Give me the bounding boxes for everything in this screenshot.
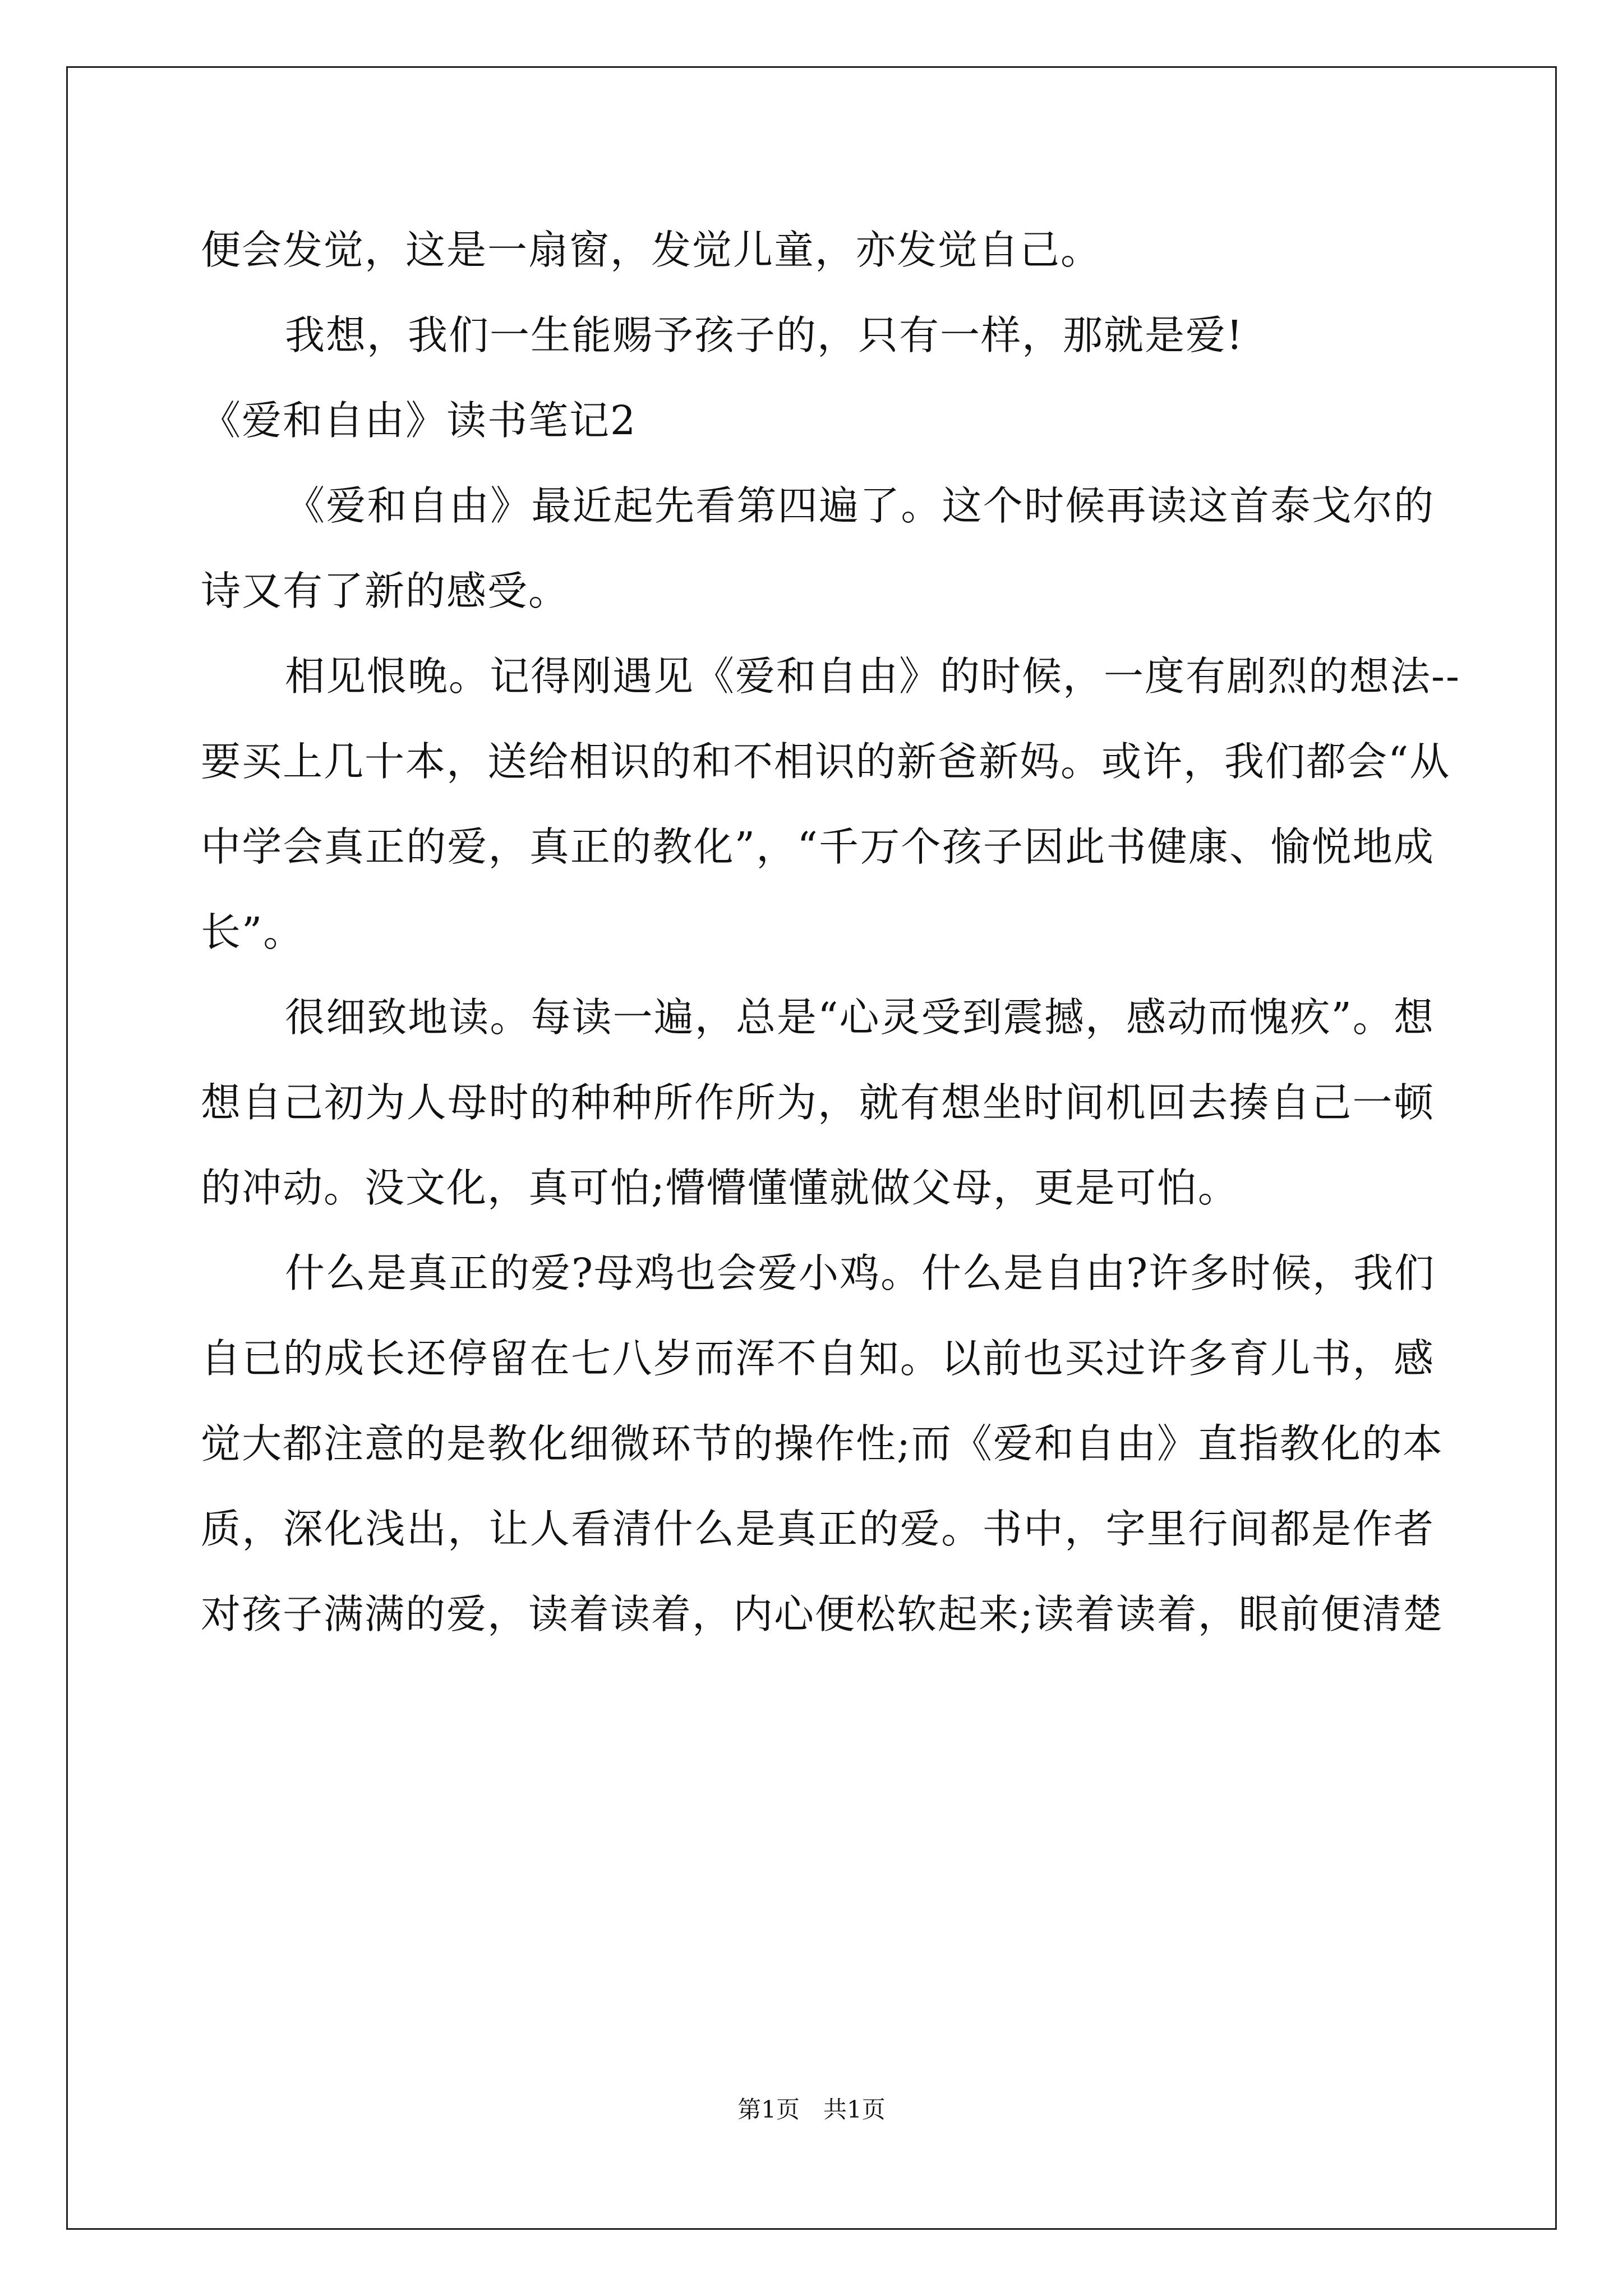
paragraph-line: 的冲动。没文化，真可怕;懵懵懂懂就做父母，更是可怕。	[201, 1165, 1239, 1211]
paragraph-line: 中学会真正的爱，真正的教化”，“千万个孩子因此书健康、愉悦地成	[201, 823, 1435, 870]
paragraph-line: 想自己初为人母时的种种所作所为，就有想坐时间机回去揍自己一顿	[201, 1079, 1435, 1126]
paragraph-line: 什么是真正的爱?母鸡也会爱小鸡。什么是自由?许多时候，我们	[285, 1250, 1436, 1296]
paragraph-line: 觉大都注意的是教化细微环节的操作性;而《爱和自由》直指教化的本	[201, 1420, 1444, 1467]
paragraph-line: 诗又有了新的感受。	[201, 568, 570, 614]
paragraph-line: 《爱和自由》最近起先看第四遍了。这个时候再读这首泰戈尔的	[285, 482, 1435, 529]
paragraph-line: 我想，我们一生能赐予孩子的，只有一样，那就是爱!	[285, 312, 1244, 358]
paragraph-line: 便会发觉，这是一扇窗，发觉儿童，亦发觉自己。	[201, 227, 1102, 273]
paragraph-line: 相见恨晚。记得刚遇见《爱和自由》的时候，一度有剧烈的想法--	[285, 653, 1460, 700]
paragraph-line: 长”。	[201, 909, 305, 955]
paragraph-line: 自已的成长还停留在七八岁而浑不自知。以前也买过许多育儿书，感	[201, 1335, 1435, 1382]
document-body	[201, 208, 1460, 1657]
paragraph-line: 很细致地读。每读一遍，总是“心灵受到震撼，感动而愧疚”。想	[285, 994, 1435, 1041]
paragraph-line: 对孩子满满的爱，读着读着，内心便松软起来;读着读着，眼前便清楚	[201, 1591, 1444, 1637]
paragraph-line: 要买上几十本，送给相识的和不相识的新爸新妈。或许，我们都会“从	[201, 738, 1451, 785]
paragraph-line: 质，深化浅出，让人看清什么是真正的爱。书中，字里行间都是作者	[201, 1506, 1435, 1552]
section-heading: 《爱和自由》读书笔记2	[201, 397, 637, 444]
page-number: 第1页 共1页	[737, 2096, 886, 2123]
